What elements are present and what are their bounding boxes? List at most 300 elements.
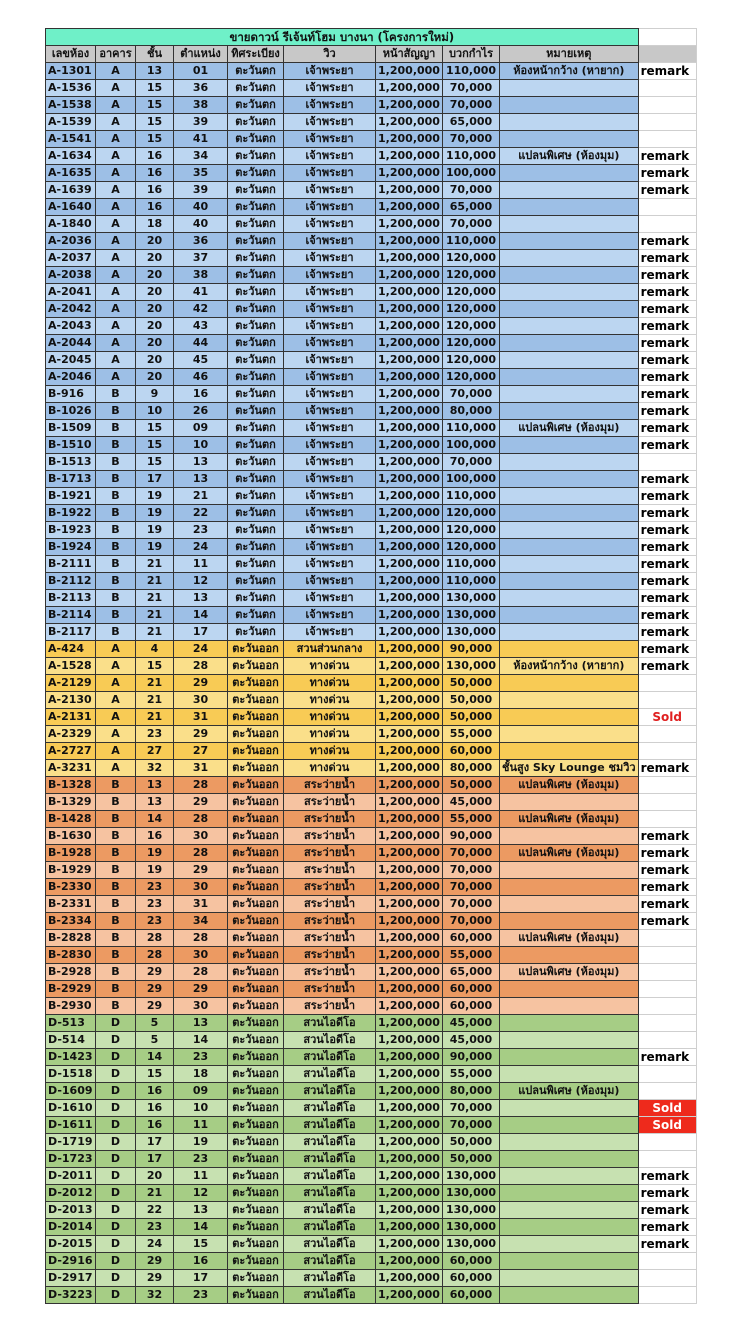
room-number-cell[interactable]: B-2113 (46, 590, 96, 607)
profit-cell[interactable]: 50,000 (443, 692, 500, 709)
profit-cell[interactable]: 120,000 (443, 301, 500, 318)
direction-cell[interactable]: ตะวันตก (228, 437, 284, 454)
direction-cell[interactable]: ตะวันตก (228, 403, 284, 420)
view-cell[interactable]: สวนไอดีโอ (284, 1134, 376, 1151)
contract-price-cell[interactable]: 1,200,000 (376, 1287, 443, 1304)
note-cell[interactable] (500, 505, 639, 522)
building-cell[interactable]: A (96, 267, 136, 284)
contract-price-cell[interactable]: 1,200,000 (376, 845, 443, 862)
floor-cell[interactable]: 16 (136, 828, 174, 845)
contract-price-cell[interactable]: 1,200,000 (376, 318, 443, 335)
contract-price-cell[interactable]: 1,200,000 (376, 1185, 443, 1202)
floor-cell[interactable]: 20 (136, 318, 174, 335)
note-cell[interactable]: แปลนพิเศษ (ห้องมุม) (500, 777, 639, 794)
direction-cell[interactable]: ตะวันตก (228, 97, 284, 114)
building-cell[interactable]: D (96, 1168, 136, 1185)
floor-cell[interactable]: 22 (136, 1202, 174, 1219)
view-cell[interactable]: ทางด่วน (284, 658, 376, 675)
direction-cell[interactable]: ตะวันตก (228, 301, 284, 318)
building-cell[interactable]: A (96, 318, 136, 335)
profit-cell[interactable]: 100,000 (443, 471, 500, 488)
floor-cell[interactable]: 20 (136, 284, 174, 301)
note-cell[interactable] (500, 1270, 639, 1287)
direction-cell[interactable]: ตะวันออก (228, 1049, 284, 1066)
note-cell[interactable] (500, 1253, 639, 1270)
direction-cell[interactable]: ตะวันตก (228, 114, 284, 131)
note-cell[interactable]: แปลนพิเศษ (ห้องมุม) (500, 148, 639, 165)
view-cell[interactable]: เจ้าพระยา (284, 80, 376, 97)
floor-cell[interactable]: 14 (136, 1049, 174, 1066)
room-number-cell[interactable]: D-1723 (46, 1151, 96, 1168)
floor-cell[interactable]: 19 (136, 488, 174, 505)
direction-cell[interactable]: ตะวันออก (228, 1168, 284, 1185)
position-cell[interactable]: 46 (174, 369, 228, 386)
floor-cell[interactable]: 15 (136, 114, 174, 131)
view-cell[interactable]: สวนไอดีโอ (284, 1202, 376, 1219)
direction-cell[interactable]: ตะวันตก (228, 488, 284, 505)
remark-cell[interactable] (638, 131, 696, 148)
position-cell[interactable]: 14 (174, 607, 228, 624)
direction-cell[interactable]: ตะวันออก (228, 1219, 284, 1236)
view-cell[interactable]: ทางด่วน (284, 692, 376, 709)
building-cell[interactable]: B (96, 522, 136, 539)
direction-cell[interactable]: ตะวันออก (228, 1202, 284, 1219)
floor-cell[interactable]: 21 (136, 573, 174, 590)
contract-price-cell[interactable]: 1,200,000 (376, 335, 443, 352)
room-number-cell[interactable]: D-2917 (46, 1270, 96, 1287)
building-cell[interactable]: B (96, 998, 136, 1015)
contract-price-cell[interactable]: 1,200,000 (376, 896, 443, 913)
floor-cell[interactable]: 29 (136, 1253, 174, 1270)
building-cell[interactable]: D (96, 1219, 136, 1236)
remark-cell[interactable] (638, 216, 696, 233)
position-cell[interactable]: 28 (174, 811, 228, 828)
remark-cell[interactable] (638, 1015, 696, 1032)
view-cell[interactable]: สระว่ายน้ำ (284, 879, 376, 896)
contract-price-cell[interactable]: 1,200,000 (376, 930, 443, 947)
room-number-cell[interactable]: A-2043 (46, 318, 96, 335)
position-cell[interactable]: 11 (174, 1117, 228, 1134)
note-cell[interactable] (500, 114, 639, 131)
contract-price-cell[interactable]: 1,200,000 (376, 743, 443, 760)
view-cell[interactable]: สวนไอดีโอ (284, 1253, 376, 1270)
view-cell[interactable]: สระว่ายน้ำ (284, 811, 376, 828)
note-cell[interactable] (500, 1015, 639, 1032)
remark-cell[interactable]: remark (638, 284, 696, 301)
contract-price-cell[interactable]: 1,200,000 (376, 658, 443, 675)
profit-cell[interactable]: 80,000 (443, 1083, 500, 1100)
floor-cell[interactable]: 13 (136, 777, 174, 794)
view-cell[interactable]: เจ้าพระยา (284, 488, 376, 505)
contract-price-cell[interactable]: 1,200,000 (376, 505, 443, 522)
building-cell[interactable]: B (96, 607, 136, 624)
building-cell[interactable]: A (96, 369, 136, 386)
contract-price-cell[interactable]: 1,200,000 (376, 862, 443, 879)
note-cell[interactable] (500, 828, 639, 845)
room-number-cell[interactable]: A-2046 (46, 369, 96, 386)
profit-cell[interactable]: 45,000 (443, 1015, 500, 1032)
room-number-cell[interactable]: B-1329 (46, 794, 96, 811)
building-cell[interactable]: A (96, 726, 136, 743)
profit-cell[interactable]: 120,000 (443, 250, 500, 267)
floor-cell[interactable]: 13 (136, 63, 174, 80)
floor-cell[interactable]: 19 (136, 862, 174, 879)
room-number-cell[interactable]: B-1713 (46, 471, 96, 488)
note-cell[interactable]: ห้องหน้ากว้าง (หายาก) (500, 658, 639, 675)
note-cell[interactable] (500, 267, 639, 284)
contract-price-cell[interactable]: 1,200,000 (376, 1066, 443, 1083)
profit-cell[interactable]: 130,000 (443, 1185, 500, 1202)
building-cell[interactable]: A (96, 148, 136, 165)
room-number-cell[interactable]: B-1509 (46, 420, 96, 437)
position-cell[interactable]: 11 (174, 556, 228, 573)
profit-cell[interactable]: 90,000 (443, 828, 500, 845)
note-cell[interactable] (500, 1032, 639, 1049)
direction-cell[interactable]: ตะวันตก (228, 250, 284, 267)
profit-cell[interactable]: 120,000 (443, 352, 500, 369)
profit-cell[interactable]: 60,000 (443, 1287, 500, 1304)
floor-cell[interactable]: 19 (136, 505, 174, 522)
remark-cell[interactable] (638, 794, 696, 811)
note-cell[interactable] (500, 1202, 639, 1219)
sold-badge[interactable]: Sold (638, 1117, 696, 1134)
contract-price-cell[interactable]: 1,200,000 (376, 964, 443, 981)
profit-cell[interactable]: 120,000 (443, 505, 500, 522)
note-cell[interactable] (500, 488, 639, 505)
position-cell[interactable]: 29 (174, 981, 228, 998)
building-cell[interactable]: A (96, 335, 136, 352)
remark-cell[interactable]: remark (638, 148, 696, 165)
note-cell[interactable] (500, 1049, 639, 1066)
direction-cell[interactable]: ตะวันตก (228, 318, 284, 335)
building-cell[interactable]: B (96, 488, 136, 505)
room-number-cell[interactable]: D-2916 (46, 1253, 96, 1270)
position-cell[interactable]: 42 (174, 301, 228, 318)
direction-cell[interactable]: ตะวันออก (228, 879, 284, 896)
position-cell[interactable]: 38 (174, 97, 228, 114)
room-number-cell[interactable]: A-3231 (46, 760, 96, 777)
contract-price-cell[interactable]: 1,200,000 (376, 879, 443, 896)
profit-cell[interactable]: 55,000 (443, 726, 500, 743)
remark-cell[interactable] (638, 114, 696, 131)
remark-cell[interactable]: remark (638, 267, 696, 284)
position-cell[interactable]: 24 (174, 641, 228, 658)
profit-cell[interactable]: 110,000 (443, 556, 500, 573)
note-cell[interactable] (500, 403, 639, 420)
profit-cell[interactable]: 60,000 (443, 930, 500, 947)
floor-cell[interactable]: 19 (136, 522, 174, 539)
floor-cell[interactable]: 15 (136, 437, 174, 454)
floor-cell[interactable]: 16 (136, 148, 174, 165)
floor-cell[interactable]: 29 (136, 998, 174, 1015)
position-cell[interactable]: 10 (174, 437, 228, 454)
profit-cell[interactable]: 55,000 (443, 1066, 500, 1083)
direction-cell[interactable]: ตะวันออก (228, 641, 284, 658)
note-cell[interactable]: แปลนพิเศษ (ห้องมุม) (500, 845, 639, 862)
position-cell[interactable]: 39 (174, 182, 228, 199)
contract-price-cell[interactable]: 1,200,000 (376, 386, 443, 403)
floor-cell[interactable]: 21 (136, 590, 174, 607)
building-cell[interactable]: B (96, 403, 136, 420)
position-cell[interactable]: 21 (174, 488, 228, 505)
profit-cell[interactable]: 70,000 (443, 454, 500, 471)
position-cell[interactable]: 36 (174, 233, 228, 250)
floor-cell[interactable]: 32 (136, 1287, 174, 1304)
contract-price-cell[interactable]: 1,200,000 (376, 1236, 443, 1253)
floor-cell[interactable]: 14 (136, 811, 174, 828)
remark-cell[interactable]: remark (638, 386, 696, 403)
note-cell[interactable] (500, 352, 639, 369)
remark-cell[interactable]: remark (638, 862, 696, 879)
room-number-cell[interactable]: A-1528 (46, 658, 96, 675)
profit-cell[interactable]: 90,000 (443, 641, 500, 658)
direction-cell[interactable]: ตะวันตก (228, 369, 284, 386)
view-cell[interactable]: สวนไอดีโอ (284, 1185, 376, 1202)
floor-cell[interactable]: 16 (136, 182, 174, 199)
building-cell[interactable]: B (96, 556, 136, 573)
position-cell[interactable]: 11 (174, 1168, 228, 1185)
building-cell[interactable]: D (96, 1117, 136, 1134)
contract-price-cell[interactable]: 1,200,000 (376, 539, 443, 556)
position-cell[interactable]: 16 (174, 1253, 228, 1270)
profit-cell[interactable]: 55,000 (443, 811, 500, 828)
remark-cell[interactable]: remark (638, 1202, 696, 1219)
position-cell[interactable]: 40 (174, 216, 228, 233)
remark-cell[interactable]: remark (638, 913, 696, 930)
profit-cell[interactable]: 60,000 (443, 1270, 500, 1287)
room-number-cell[interactable]: B-2928 (46, 964, 96, 981)
building-cell[interactable]: B (96, 913, 136, 930)
room-number-cell[interactable]: A-1640 (46, 199, 96, 216)
direction-cell[interactable]: ตะวันออก (228, 692, 284, 709)
remark-cell[interactable]: remark (638, 624, 696, 641)
floor-cell[interactable]: 23 (136, 896, 174, 913)
room-number-cell[interactable]: A-2045 (46, 352, 96, 369)
profit-cell[interactable]: 110,000 (443, 233, 500, 250)
note-cell[interactable] (500, 216, 639, 233)
position-cell[interactable]: 29 (174, 726, 228, 743)
note-cell[interactable] (500, 998, 639, 1015)
floor-cell[interactable]: 23 (136, 1219, 174, 1236)
floor-cell[interactable]: 20 (136, 233, 174, 250)
remark-cell[interactable] (638, 1083, 696, 1100)
remark-cell[interactable]: remark (638, 437, 696, 454)
contract-price-cell[interactable]: 1,200,000 (376, 794, 443, 811)
empty-cell[interactable] (638, 29, 696, 46)
position-cell[interactable]: 36 (174, 80, 228, 97)
room-number-cell[interactable]: D-2014 (46, 1219, 96, 1236)
room-number-cell[interactable]: B-1929 (46, 862, 96, 879)
direction-cell[interactable]: ตะวันออก (228, 675, 284, 692)
remark-cell[interactable]: remark (638, 1185, 696, 1202)
position-cell[interactable]: 39 (174, 114, 228, 131)
remark-cell[interactable] (638, 1134, 696, 1151)
direction-cell[interactable]: ตะวันตก (228, 590, 284, 607)
remark-cell[interactable]: remark (638, 505, 696, 522)
floor-cell[interactable]: 15 (136, 454, 174, 471)
building-cell[interactable]: B (96, 981, 136, 998)
building-cell[interactable]: B (96, 539, 136, 556)
remark-cell[interactable] (638, 998, 696, 1015)
remark-cell[interactable] (638, 454, 696, 471)
building-cell[interactable]: B (96, 828, 136, 845)
note-cell[interactable]: แปลนพิเศษ (ห้องมุม) (500, 420, 639, 437)
view-cell[interactable]: เจ้าพระยา (284, 556, 376, 573)
contract-price-cell[interactable]: 1,200,000 (376, 556, 443, 573)
room-number-cell[interactable]: B-1921 (46, 488, 96, 505)
profit-cell[interactable]: 50,000 (443, 777, 500, 794)
profit-cell[interactable]: 50,000 (443, 1151, 500, 1168)
profit-cell[interactable]: 130,000 (443, 1168, 500, 1185)
floor-cell[interactable]: 16 (136, 1117, 174, 1134)
contract-price-cell[interactable]: 1,200,000 (376, 352, 443, 369)
note-cell[interactable] (500, 386, 639, 403)
position-cell[interactable]: 17 (174, 1270, 228, 1287)
position-cell[interactable]: 15 (174, 1236, 228, 1253)
profit-cell[interactable]: 70,000 (443, 386, 500, 403)
contract-price-cell[interactable]: 1,200,000 (376, 573, 443, 590)
position-cell[interactable]: 34 (174, 913, 228, 930)
position-cell[interactable]: 26 (174, 403, 228, 420)
remark-cell[interactable]: remark (638, 539, 696, 556)
remark-cell[interactable]: remark (638, 250, 696, 267)
contract-price-cell[interactable]: 1,200,000 (376, 760, 443, 777)
building-cell[interactable]: A (96, 709, 136, 726)
view-cell[interactable]: เจ้าพระยา (284, 539, 376, 556)
floor-cell[interactable]: 20 (136, 301, 174, 318)
building-cell[interactable]: A (96, 97, 136, 114)
view-cell[interactable]: ทางด่วน (284, 675, 376, 692)
note-cell[interactable]: ชั้นสูง Sky Lounge ชมวิว (500, 760, 639, 777)
view-cell[interactable]: เจ้าพระยา (284, 403, 376, 420)
direction-cell[interactable]: ตะวันตก (228, 335, 284, 352)
position-cell[interactable]: 37 (174, 250, 228, 267)
room-number-cell[interactable]: B-2112 (46, 573, 96, 590)
direction-cell[interactable]: ตะวันออก (228, 1236, 284, 1253)
remark-cell[interactable]: remark (638, 335, 696, 352)
profit-cell[interactable]: 110,000 (443, 148, 500, 165)
note-cell[interactable] (500, 539, 639, 556)
room-number-cell[interactable]: B-2334 (46, 913, 96, 930)
profit-cell[interactable]: 70,000 (443, 896, 500, 913)
contract-price-cell[interactable]: 1,200,000 (376, 250, 443, 267)
note-cell[interactable] (500, 131, 639, 148)
profit-cell[interactable]: 120,000 (443, 522, 500, 539)
room-number-cell[interactable]: B-1924 (46, 539, 96, 556)
contract-price-cell[interactable]: 1,200,000 (376, 1168, 443, 1185)
note-cell[interactable]: แปลนพิเศษ (ห้องมุม) (500, 1083, 639, 1100)
note-cell[interactable] (500, 641, 639, 658)
view-cell[interactable]: เจ้าพระยา (284, 114, 376, 131)
building-cell[interactable]: B (96, 947, 136, 964)
contract-price-cell[interactable]: 1,200,000 (376, 80, 443, 97)
room-number-cell[interactable]: A-2037 (46, 250, 96, 267)
view-cell[interactable]: สวนไอดีโอ (284, 1032, 376, 1049)
floor-cell[interactable]: 15 (136, 420, 174, 437)
remark-cell[interactable]: remark (638, 522, 696, 539)
position-cell[interactable]: 30 (174, 879, 228, 896)
remark-cell[interactable]: remark (638, 369, 696, 386)
contract-price-cell[interactable]: 1,200,000 (376, 913, 443, 930)
position-cell[interactable]: 31 (174, 896, 228, 913)
position-cell[interactable]: 38 (174, 267, 228, 284)
note-cell[interactable] (500, 743, 639, 760)
note-cell[interactable]: แปลนพิเศษ (ห้องมุม) (500, 964, 639, 981)
room-number-cell[interactable]: B-1928 (46, 845, 96, 862)
note-cell[interactable] (500, 794, 639, 811)
view-cell[interactable]: เจ้าพระยา (284, 63, 376, 80)
profit-cell[interactable]: 110,000 (443, 420, 500, 437)
direction-cell[interactable]: ตะวันออก (228, 930, 284, 947)
profit-cell[interactable]: 70,000 (443, 1100, 500, 1117)
profit-cell[interactable]: 60,000 (443, 981, 500, 998)
direction-cell[interactable]: ตะวันออก (228, 896, 284, 913)
note-cell[interactable] (500, 675, 639, 692)
floor-cell[interactable]: 29 (136, 964, 174, 981)
view-cell[interactable]: เจ้าพระยา (284, 216, 376, 233)
floor-cell[interactable]: 19 (136, 845, 174, 862)
room-number-cell[interactable]: B-1922 (46, 505, 96, 522)
floor-cell[interactable]: 15 (136, 658, 174, 675)
profit-cell[interactable]: 70,000 (443, 131, 500, 148)
position-cell[interactable]: 10 (174, 1100, 228, 1117)
direction-cell[interactable]: ตะวันตก (228, 199, 284, 216)
position-cell[interactable]: 16 (174, 386, 228, 403)
floor-cell[interactable]: 23 (136, 726, 174, 743)
room-number-cell[interactable]: D-2011 (46, 1168, 96, 1185)
room-number-cell[interactable]: D-1423 (46, 1049, 96, 1066)
contract-price-cell[interactable]: 1,200,000 (376, 369, 443, 386)
remark-cell[interactable] (638, 981, 696, 998)
contract-price-cell[interactable]: 1,200,000 (376, 233, 443, 250)
room-number-cell[interactable]: D-2015 (46, 1236, 96, 1253)
room-number-cell[interactable]: A-2044 (46, 335, 96, 352)
direction-cell[interactable]: ตะวันออก (228, 794, 284, 811)
room-number-cell[interactable]: A-2131 (46, 709, 96, 726)
floor-cell[interactable]: 21 (136, 607, 174, 624)
profit-cell[interactable]: 90,000 (443, 1049, 500, 1066)
room-number-cell[interactable]: A-2129 (46, 675, 96, 692)
view-cell[interactable]: เจ้าพระยา (284, 148, 376, 165)
note-cell[interactable] (500, 1185, 639, 1202)
building-cell[interactable]: B (96, 862, 136, 879)
building-cell[interactable]: A (96, 250, 136, 267)
position-cell[interactable]: 31 (174, 709, 228, 726)
direction-cell[interactable]: ตะวันออก (228, 828, 284, 845)
floor-cell[interactable]: 5 (136, 1015, 174, 1032)
building-cell[interactable]: A (96, 233, 136, 250)
floor-cell[interactable]: 18 (136, 216, 174, 233)
direction-cell[interactable]: ตะวันตก (228, 607, 284, 624)
note-cell[interactable] (500, 1236, 639, 1253)
direction-cell[interactable]: ตะวันออก (228, 947, 284, 964)
floor-cell[interactable]: 16 (136, 1100, 174, 1117)
room-number-cell[interactable]: B-2330 (46, 879, 96, 896)
remark-cell[interactable] (638, 692, 696, 709)
position-cell[interactable]: 30 (174, 692, 228, 709)
floor-cell[interactable]: 15 (136, 80, 174, 97)
note-cell[interactable]: แปลนพิเศษ (ห้องมุม) (500, 811, 639, 828)
remark-cell[interactable]: remark (638, 1219, 696, 1236)
floor-cell[interactable]: 29 (136, 1270, 174, 1287)
direction-cell[interactable]: ตะวันตก (228, 148, 284, 165)
direction-cell[interactable]: ตะวันออก (228, 1066, 284, 1083)
note-cell[interactable] (500, 896, 639, 913)
view-cell[interactable]: สวนไอดีโอ (284, 1117, 376, 1134)
contract-price-cell[interactable]: 1,200,000 (376, 131, 443, 148)
direction-cell[interactable]: ตะวันออก (228, 811, 284, 828)
building-cell[interactable]: B (96, 845, 136, 862)
